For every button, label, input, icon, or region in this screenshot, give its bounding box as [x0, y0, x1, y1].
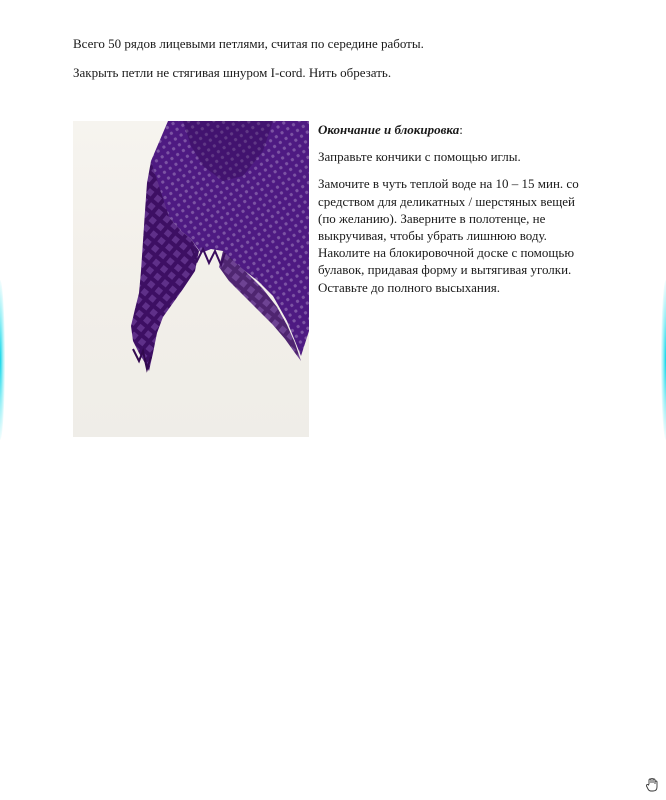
heading-colon: : — [459, 122, 463, 137]
finishing-section — [318, 121, 618, 296]
blocking-line: булавок, придавая форму и вытягивая уголки. — [318, 262, 572, 278]
blocking-line: Замочите в чуть теплой воде на 10 – 15 мин. со — [318, 176, 579, 192]
blocking-instructions — [318, 175, 618, 295]
left-edge-glow — [0, 280, 5, 440]
hand-cursor-icon[interactable] — [646, 778, 658, 792]
shawl-photo — [73, 121, 309, 437]
instruction-line-1: Всего 50 рядов лицевыми петлями, считая по середине работы. — [73, 36, 424, 51]
blocking-line: Оставьте до полного высыхания. — [318, 279, 501, 295]
section-heading-line — [318, 121, 618, 138]
blocking-line: выкручивая, чтобы убрать лишнюю воду. — [318, 228, 547, 244]
blocking-line: средством для деликатных / шерстяных вещей — [318, 193, 575, 209]
weave-ends-instruction: Заправьте кончики с помощью иглы. — [318, 149, 521, 165]
right-edge-glow — [661, 280, 666, 440]
blocking-line: Наколите на блокировочной доске с помощью — [318, 245, 575, 261]
instruction-line-2: Закрыть петли не стягивая шнуром I-cord. Нить обрезать. — [73, 65, 392, 80]
section-heading: Окончание и блокировка — [318, 122, 460, 137]
blocking-line: (по желанию). Заверните в полотенце, не — [318, 210, 546, 226]
